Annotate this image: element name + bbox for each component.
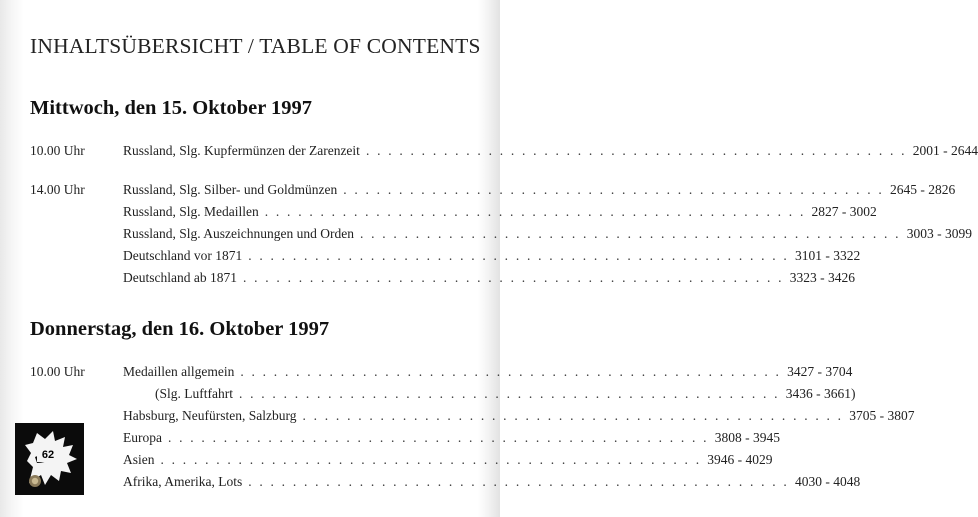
toc-entry-range: 3436 - 3661) (785, 386, 856, 401)
toc-entry-range: 3946 - 4029 (707, 452, 773, 467)
toc-entry-range: 3808 - 3945 (714, 430, 781, 445)
toc-entry-range: 3323 - 3426 (789, 270, 856, 285)
toc-entry-label: (Slg. Luftfahrt (155, 386, 233, 401)
leader-dots: . . . . . . . . . . . . . . . . . . . . . . . . . . . . . . . . . . . . . . . . . . . . . . . . . (248, 474, 790, 489)
session-time: 10.00 Uhr (30, 143, 85, 158)
toc-entry (123, 143, 978, 159)
toc-entry-label: Asien (123, 452, 155, 467)
toc-entry-range: 2645 - 2826 (890, 182, 956, 197)
toc-entry (123, 452, 773, 468)
leader-dots: . . . . . . . . . . . . . . . . . . . . . . . . . . . . . . . . . . . . . . . . . . . . . . . . . (264, 204, 806, 219)
toc-entry-range: 3101 - 3322 (795, 248, 861, 263)
toc-entry (123, 270, 856, 286)
leader-dots: . . . . . . . . . . . . . . . . . . . . . . . . . . . . . . . . . . . . . . . . . . . . . . . . . (160, 452, 702, 467)
session-time: 14.00 Uhr (30, 182, 85, 197)
page-title: INHALTSÜBERSICHT / TABLE OF CONTENTS (30, 34, 481, 58)
toc-entry (123, 248, 861, 264)
leader-dots: . . . . . . . . . . . . . . . . . . . . . . . . . . . . . . . . . . . . . . . . . . . . . . . . . (242, 270, 784, 285)
leader-dots: . . . . . . . . . . . . . . . . . . . . . . . . . . . . . . . . . . . . . . . . . . . . . . . . . (238, 386, 780, 401)
toc-entry-label: Deutschland vor 1871 (123, 248, 243, 263)
toc-entry-range: 2001 - 2644 (912, 143, 978, 158)
leader-dots: . . . . . . . . . . . . . . . . . . . . . . . . . . . . . . . . . . . . . . . . . . . . . . . . . (359, 226, 901, 241)
toc-entry-range: 4030 - 4048 (795, 474, 861, 489)
toc-entry-range: 3705 - 3807 (849, 408, 915, 423)
toc-entry-range: 3003 - 3099 (906, 226, 973, 241)
toc-entry-label: Russland, Slg. Silber- und Goldmünzen (123, 182, 338, 197)
session-time: 10.00 Uhr (30, 364, 85, 379)
toc-entry (123, 204, 877, 220)
leader-dots: . . . . . . . . . . . . . . . . . . . . . . . . . . . . . . . . . . . . . . . . . . . . . . . . . (167, 430, 709, 445)
toc-entry (123, 430, 781, 446)
toc-entry-label: Europa (123, 430, 162, 445)
toc-entry-range: 2827 - 3002 (811, 204, 877, 219)
leader-dots: . . . . . . . . . . . . . . . . . . . . . . . . . . . . . . . . . . . . . . . . . . . . . . . . . (302, 408, 844, 423)
toc-entry-label: Russland, Slg. Kupfermünzen der Zarenzeit (123, 143, 360, 158)
leader-dots: . . . . . . . . . . . . . . . . . . . . . . . . . . . . . . . . . . . . . . . . . . . . . . . . . (365, 143, 907, 158)
toc-entry (123, 408, 915, 424)
toc-entry-label: Russland, Slg. Auszeichnungen und Orden (123, 226, 354, 241)
toc-entry-range: 3427 - 3704 (787, 364, 853, 379)
leader-dots: . . . . . . . . . . . . . . . . . . . . . . . . . . . . . . . . . . . . . . . . . . . . . . . . . (240, 364, 782, 379)
toc-entry (123, 226, 973, 242)
toc-entry-label: Medaillen allgemein (123, 364, 235, 379)
toc-entry-label: Deutschland ab 1871 (123, 270, 237, 285)
toc-entry-label: Afrika, Amerika, Lots (123, 474, 243, 489)
leader-dots: . . . . . . . . . . . . . . . . . . . . . . . . . . . . . . . . . . . . . . . . . . . . . . . . . (248, 248, 790, 263)
toc-entry (123, 182, 956, 198)
auction-house-logo (15, 423, 84, 495)
day-heading-wednesday: Mittwoch, den 15. Oktober 1997 (30, 97, 313, 119)
toc-subentry (155, 386, 856, 402)
toc-entry (123, 474, 861, 490)
toc-entry-label: Habsburg, Neufürsten, Salzburg (123, 408, 297, 423)
toc-entry (123, 364, 853, 380)
day-heading-thursday: Donnerstag, den 16. Oktober 1997 (30, 318, 330, 340)
leader-dots: . . . . . . . . . . . . . . . . . . . . . . . . . . . . . . . . . . . . . . . . . . . . . . . . . (343, 182, 885, 197)
toc-entry-label: Russland, Slg. Medaillen (123, 204, 259, 219)
logo-number: 62 (41, 449, 55, 461)
